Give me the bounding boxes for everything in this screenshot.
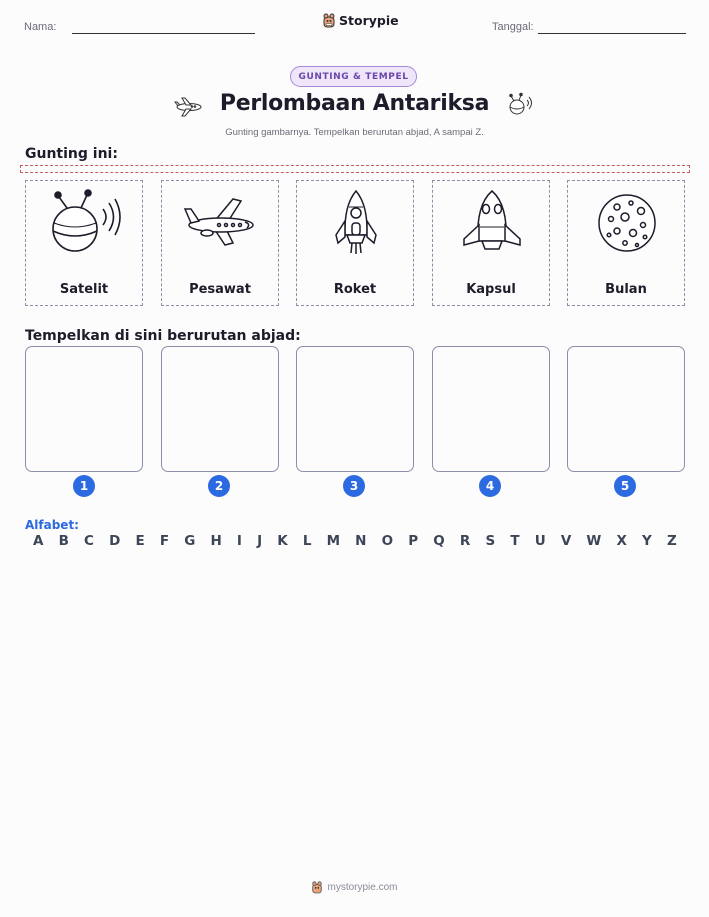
paste-box-4[interactable]: [432, 346, 550, 472]
card-label-pesawat: Pesawat: [189, 282, 251, 297]
capsule-icon: [452, 187, 532, 259]
alphabet-title: Alfabet:: [25, 518, 79, 532]
name-line[interactable]: [72, 33, 255, 34]
alphabet-letter: G: [184, 533, 196, 549]
airplane-icon: [181, 187, 261, 259]
alphabet-letter: V: [560, 533, 572, 549]
brand-logo: [322, 12, 399, 28]
alphabet-letter: S: [485, 533, 496, 549]
alphabet-letter: M: [326, 533, 341, 549]
page-title: Perlombaan Antariksa: [219, 91, 490, 116]
alphabet-letter: Q: [433, 533, 445, 549]
alphabet-letter: A: [33, 533, 44, 549]
alphabet-letter: D: [109, 533, 121, 549]
title-satellite-icon: [505, 92, 537, 118]
alphabet-letter: B: [58, 533, 69, 549]
paste-box-5[interactable]: [567, 346, 685, 472]
date-label: Tanggal:: [492, 21, 534, 33]
paste-number-5: 5: [614, 475, 636, 497]
cut-card-satellite[interactable]: [25, 180, 143, 306]
brand-name: Storypie: [339, 12, 399, 28]
footer: [0, 880, 709, 894]
storypie-logo-icon: [322, 12, 336, 28]
alphabet-letter: J: [257, 533, 263, 549]
alphabet-letter: W: [586, 533, 602, 549]
paste-number-4: 4: [479, 475, 501, 497]
rocket-icon: [316, 187, 396, 259]
cut-section-title: Gunting ini:: [25, 146, 118, 162]
satellite-icon: [45, 187, 125, 259]
cut-card-rocket[interactable]: [296, 180, 414, 306]
alphabet-letter: H: [210, 533, 222, 549]
alphabet-letter: O: [381, 533, 394, 549]
date-line[interactable]: [538, 33, 686, 34]
alphabet-letter: Y: [642, 533, 652, 549]
alphabet-letter: L: [302, 533, 312, 549]
alphabet-letter: X: [616, 533, 627, 549]
alphabet-letter: U: [534, 533, 546, 549]
alphabet-letter: N: [355, 533, 367, 549]
cut-card-capsule[interactable]: [432, 180, 550, 306]
cut-card-moon[interactable]: [567, 180, 685, 306]
alphabet-letter: R: [459, 533, 471, 549]
alphabet-letter: Z: [666, 533, 677, 549]
alphabet-letter: F: [159, 533, 170, 549]
footer-logo-icon: [311, 880, 323, 894]
alphabet-letter: I: [236, 533, 242, 549]
paste-box-2[interactable]: [161, 346, 279, 472]
alphabet-letter: C: [84, 533, 94, 549]
activity-badge: GUNTING & TEMPEL: [290, 66, 417, 87]
paste-box-1[interactable]: [25, 346, 143, 472]
alphabet-letter: P: [408, 533, 419, 549]
alphabet-letter: T: [510, 533, 520, 549]
alphabet-letter: K: [277, 533, 288, 549]
cut-card-airplane[interactable]: [161, 180, 279, 306]
paste-section-title: Tempelkan di sini berurutan abjad:: [25, 328, 301, 344]
card-label-kapsul: Kapsul: [466, 282, 516, 297]
card-label-bulan: Bulan: [605, 282, 647, 297]
paste-box-3[interactable]: [296, 346, 414, 472]
paste-number-2: 2: [208, 475, 230, 497]
alphabet-letter: E: [135, 533, 145, 549]
moon-icon: [587, 187, 667, 259]
card-label-satelit: Satelit: [59, 282, 109, 297]
page-subtitle: Gunting gambarnya. Tempelkan berurutan abjad, A sampai Z.: [225, 127, 484, 138]
name-label: Nama:: [24, 21, 57, 33]
cut-line: [20, 165, 690, 173]
alphabet-row: [25, 533, 685, 549]
footer-url[interactable]: mystorypie.com: [327, 881, 398, 893]
paste-number-3: 3: [343, 475, 365, 497]
paste-number-1: 1: [73, 475, 95, 497]
card-label-roket: Roket: [333, 282, 377, 297]
